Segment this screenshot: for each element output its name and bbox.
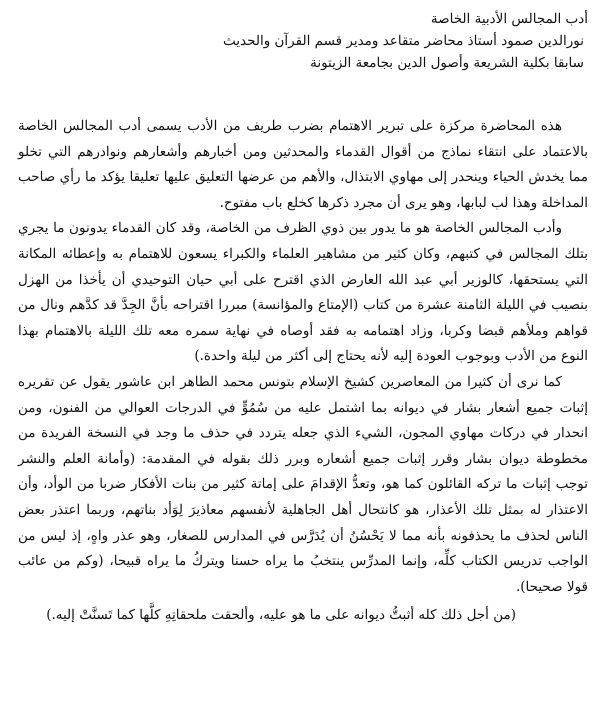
author-line: نورالدين صمود أستاذ محاضر متقاعد ومدير قسم القرآن والحديث [223, 33, 584, 49]
document-page [18, 8, 588, 629]
document-title: أدب المجالس الأدبية الخاصة [430, 11, 588, 27]
closing-quote: (من أجل ذلك كله أثبتُّ ديوانه على ما هو عليه، وألحقت ملحقاتِهِ كلَّها كما تَسنَّتْ إليه.) [46, 607, 516, 624]
body-paragraph-2: وأدب المجالس الخاصة هو ما يدور بين ذوي الظرف من الخاصة، وقد كان القدماء يدونون ما يجري بتلك المجالس في كتبهم، وكان كثير من مشاهير العلماء والكبراء يسعون للاهتمام به وإعطائه المكانة التي يستحقها، كالوزير أبي عبد الله العارض الذي اقترح على أبي حيان التوحيدي أن يأخذا من الهزل بنصيب في الليلة الثامنة عشرة من كتاب (الإمتاع والمؤانسة) مبررا اقتراحه بأنَّ الجِدَّ قد كدَّهم ونال من قواهم وملأهم قبضا وكربا، وزاد اهتمامه به فقد أوصاه في نهاية سمره معه تلك الليلة بالاهتمام بهذا النوع من الأدب وبوجوب العودة إليه لأنه يحتاج إلى أكثر من ليلة واحدة.) [18, 220, 588, 365]
body-paragraph-1: هذه المحاضرة مركزة على تبرير الاهتمام بضرب طريف من الأدب يسمى أدب المجالس الخاصة بالاعتماد على انتقاء نماذج من أقوال القدماء والمحدثين ومن أخبارهم وأشعارهم ونوادرهم التي تخلو مما يخدش الحياء وينحدر إلى مهاوي الابتذال، والأهم من عرضها التعليق عليها تعليقا يؤكد ما رأي صاحب المداخلة وهذا لب لبابها، وهو يرى أن مجرد ذكرها كخلع باب مفتوح. [18, 118, 588, 211]
document-header [18, 8, 588, 74]
body-paragraph-3: كما نرى أن كثيرا من المعاصرين كشيخ الإسلام بتونس محمد الطاهر ابن عاشور يقول عن تقريره إثبات جميع أشعار بشار في ديوانه بما اشتمل عليه من سُمُوٍّ في الدرجات العوالي من الفنون، ومن انحدار في دركات مهاوي المجون، الشيء الذي جعله يتردد في حذف ما وجد في النسخة الفريدة من مخطوطة ديوان بشار وقرر إثبات جميع أشعاره وبرر ذلك بقوله في المقدمة: (وأمانة العلم والنشر توجب إثبات ما تركه القائلون كما هو، وتعدُّ الإقدامَ على إماتة كثير من بنات الأفكار ضربا من الوأد، وأن الاعتذار له بمثل تلك الأعذار، هو كانتحال أهل الجاهلية لأنفسهم معاذيرَ لِوَأد بناتهم، وربما اعتذر بعض الناس لحذف ما يحذفونه بأنه مما لا يَحْسُنُ أن يُدَرَّس في المدارس للصغار، وهو عذر واهٍ، إذ ليس من الواجب تدريس الكتاب كلِّه، وإنما المدرِّس ينتخبُ ما يراه حسنا ويتركُ ما يراه قبيحا، (وكم من عائب قولا صحيحا). [18, 373, 588, 595]
affiliation-line: سابقا بكلية الشريعة وأصول الدين بجامعة الزيتونة [310, 55, 584, 71]
